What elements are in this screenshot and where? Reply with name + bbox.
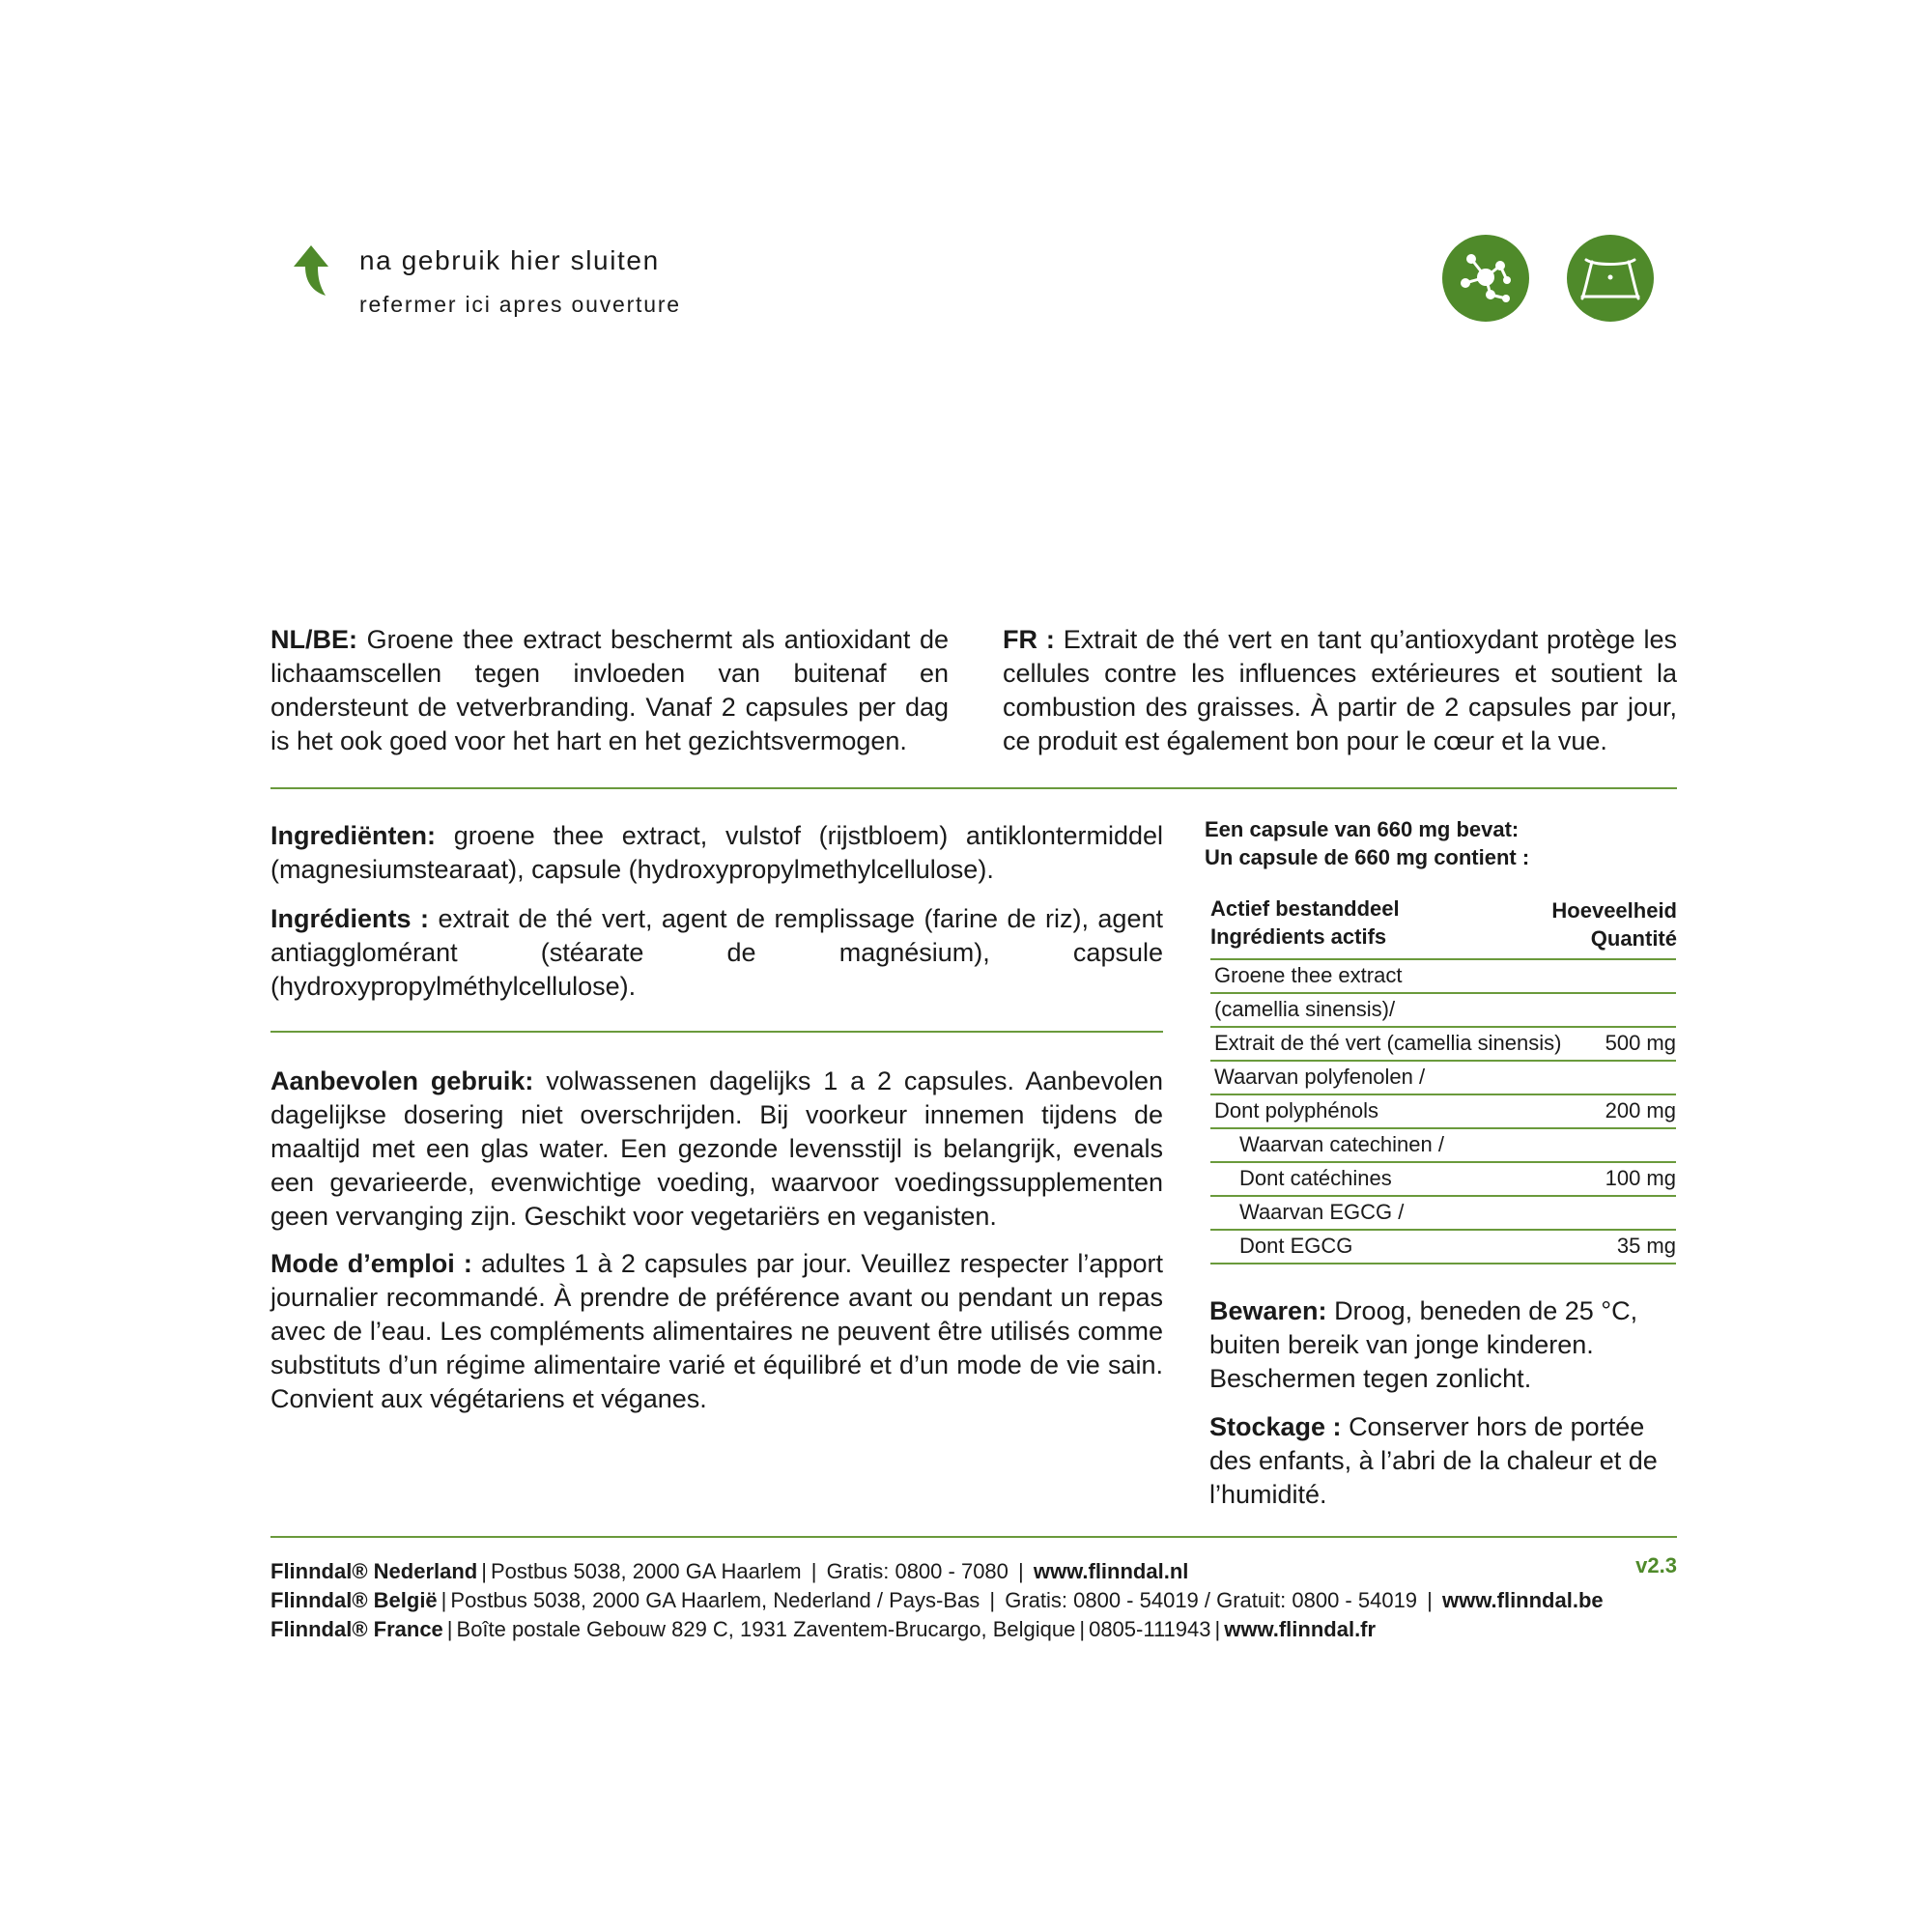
ingredient-qty: 35 mg [1616,1234,1676,1258]
ingredient-name: Dont polyphénols [1214,1098,1379,1122]
storage-fr-text: Conserver hors de portée des enfants, à l’abri de la chaleur et de l’humidité. [1209,1412,1658,1509]
footer-line-nl: Flinndal® Nederland | Postbus 5038, 2000 GA Haarlem | Gratis: 0800 - 7080 | www.flinndal.nl [270,1559,1189,1583]
ingredient-name: Dont EGCG [1239,1234,1353,1258]
close-hint-nl: na gebruik hier sluiten [359,245,660,275]
ingredients-fr [270,902,1163,1004]
usage-nl [270,1065,1163,1234]
table-row [1210,960,1676,994]
footer-brand: Flinndal® België [270,1588,438,1612]
table-row [1210,1197,1676,1231]
footer-website-link[interactable]: www.flinndal.nl [1033,1559,1189,1583]
molecule-icon [1442,235,1529,322]
ingredient-qty: 100 mg [1605,1166,1676,1190]
usage-fr [270,1247,1163,1416]
ingredient-name: Waarvan polyfenolen / [1214,1065,1426,1089]
storage-nl [1209,1294,1677,1396]
storage-fr-lead: Stockage : [1209,1412,1342,1441]
ingredient-qty: 500 mg [1605,1031,1676,1055]
table-row [1210,1062,1676,1095]
version-label: v2.3 [1635,1553,1677,1577]
ingredient-name: (camellia sinensis)/ [1214,997,1396,1021]
usage-nl-lead: Aanbevolen gebruik: [270,1066,534,1095]
divider [270,1031,1163,1033]
footer-phone: Gratis: 0800 - 54019 / Gratuit: 0800 - 54019 [1005,1588,1418,1612]
footer-brand: Flinndal® Nederland [270,1559,478,1583]
waist-icon [1567,235,1654,322]
storage-nl-lead: Bewaren: [1209,1296,1327,1325]
nutrition-title-fr: Un capsule de 660 mg contient : [1205,845,1530,869]
col-qty-nl: Hoeveelheid [1551,898,1677,923]
usage-fr-lead: Mode d’emploi : [270,1249,472,1278]
divider [270,1536,1677,1538]
storage-fr [1209,1410,1677,1512]
ingredient-qty: 200 mg [1605,1098,1676,1122]
ingredient-name: Dont catéchines [1239,1166,1392,1190]
footer-line-be: Flinndal® België | Postbus 5038, 2000 GA Haarlem, Nederland / Pays-Bas | Gratis: 0800 - 54019 / Gratuit: 0800 - 54019 | www.flinndal.be [270,1588,1604,1612]
footer-address: Boîte postale Gebouw 829 C, 1931 Zaventem-Brucargo, Belgique [456,1617,1076,1641]
arrow-up-icon [290,243,332,298]
intro-fr-lead: FR : [1003,625,1055,654]
ingredient-name: Waarvan EGCG / [1239,1200,1405,1224]
table-row [1210,1028,1676,1062]
storage-nl-text: Droog, beneden de 25 °C, buiten bereik van jonge kinderen. Beschermen tegen zonlicht. [1209,1296,1638,1393]
intro-nl-text: Groene thee extract beschermt als antioxidant de lichaamscellen tegen invloeden van buitenaf en ondersteunt de vetverbranding. Vanaf 2 capsules per dag is het ook goed voor het hart en het gezichtsvermogen. [270,625,949,755]
footer-address: Postbus 5038, 2000 GA Haarlem [490,1559,802,1583]
table-row [1210,1231,1676,1264]
table-row [1210,1095,1676,1129]
usage-nl-text: volwassenen dagelijks 1 a 2 capsules. Aanbevolen dagelijkse dosering niet overschrijden. Bij voorkeur innemen tijdens de maaltijd met een glas water. Een gezonde levensstijl is belangrijk, evenals een gevarieerde, evenwichtige voeding, waarvoor voedingssupplementen geen vervanging zijn. Geschikt voor vegetariërs en veganisten. [270,1066,1164,1231]
footer-brand: Flinndal® France [270,1617,443,1641]
table-row [1210,1129,1676,1163]
footer-website-link[interactable]: www.flinndal.fr [1224,1617,1377,1641]
intro-fr-text: Extrait de thé vert en tant qu’antioxydant protège les cellules contre les influences extérieures et soutient la combustion des graisses. À partir de 2 capsules par jour, ce produit est également bon pour le cœur et la vue. [1003,625,1678,755]
col-name-nl: Actief bestanddeel [1210,896,1400,921]
ingredients-nl-text: groene thee extract, vulstof (rijstbloem) antiklontermiddel (magnesiumstearaat), capsule (hydroxypropylmethylcellulose). [270,821,1163,884]
ingredient-name: Waarvan catechinen / [1239,1132,1444,1156]
footer-phone: Gratis: 0800 - 7080 [826,1559,1009,1583]
ingredient-name: Groene thee extract [1214,963,1403,987]
nutrition-title-nl: Een capsule van 660 mg bevat: [1205,817,1520,841]
ingredients-fr-text: extrait de thé vert, agent de remplissage (farine de riz), agent antiagglomérant (stéarate de magnésium), capsule (hydroxypropylméthylcellulose). [270,904,1163,1001]
intro-fr [1003,623,1677,758]
divider [270,787,1677,789]
col-qty-fr: Quantité [1590,926,1677,951]
footer-line-fr: Flinndal® France | Boîte postale Gebouw 829 C, 1931 Zaventem-Brucargo, Belgique | 0805-111943 | www.flinndal.fr [270,1617,1377,1641]
close-hint-fr: refermer ici apres ouverture [359,292,681,317]
intro-nl-lead: NL/BE: [270,625,357,654]
ingredient-name: Extrait de thé vert (camellia sinensis) [1214,1031,1562,1055]
footer-address: Postbus 5038, 2000 GA Haarlem, Nederland / Pays-Bas [450,1588,980,1612]
ingredients-nl [270,819,1163,887]
footer-website-link[interactable]: www.flinndal.be [1442,1588,1604,1612]
table-row [1210,1163,1676,1197]
col-name-fr: Ingrédients actifs [1210,924,1387,949]
footer-phone: 0805-111943 [1089,1617,1211,1641]
table-row [1210,994,1676,1028]
usage-fr-text: adultes 1 à 2 capsules par jour. Veuillez respecter l’apport journalier recommandé. À prendre de préférence avant ou pendant un repas avec de l’eau. Les compléments alimentaires ne peuvent être utilisés comme substituts d’un régime alimentaire varié et équilibré et d’un mode de vie sain. Convient aux végétariens et véganes. [270,1249,1163,1413]
ingredients-fr-lead: Ingrédients : [270,904,429,933]
intro-nl [270,623,949,758]
ingredients-nl-lead: Ingrediënten: [270,821,437,850]
